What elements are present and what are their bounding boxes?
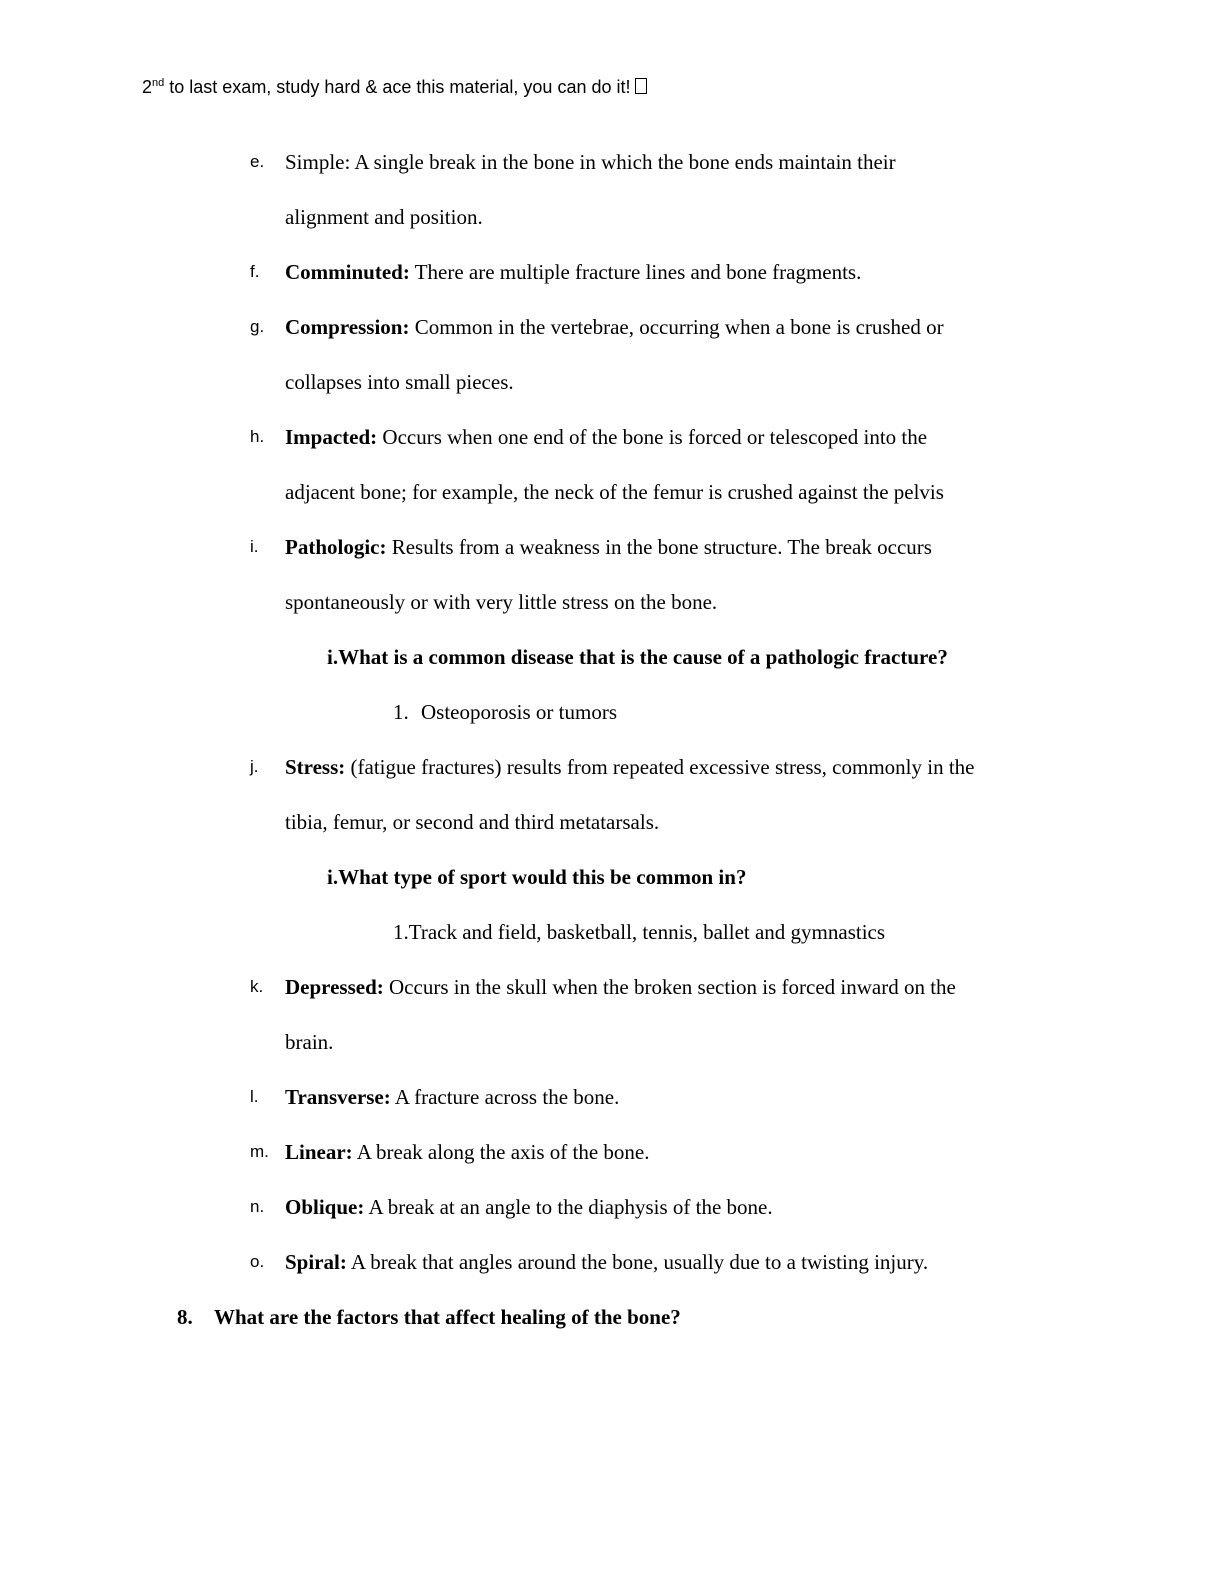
sub-answer-sport: 1.Track and field, basketball, tennis, ballet and gymnastics bbox=[393, 920, 886, 944]
sub-question-sport: i.What type of sport would this be common in? bbox=[327, 865, 747, 889]
item-k-line1 bbox=[285, 973, 956, 1001]
item-marker-o: o. bbox=[250, 1252, 265, 1271]
page-header-note bbox=[142, 75, 647, 99]
header-text-pre: 2 bbox=[142, 77, 153, 97]
sub-answer-pathologic bbox=[393, 698, 617, 726]
item-i-text: Results from a weakness in the bone structure. The break occurs bbox=[386, 535, 932, 559]
item-j-text: (fatigue fractures) results from repeated excessive stress, commonly in the bbox=[345, 755, 975, 779]
item-k-term: Depressed: bbox=[285, 975, 384, 999]
item-l-term: Transverse: bbox=[285, 1085, 391, 1109]
item-n-line1 bbox=[285, 1193, 773, 1221]
item-marker-e: e. bbox=[250, 152, 265, 171]
item-marker-f: f. bbox=[250, 262, 260, 281]
sub-answer-text: Osteoporosis or tumors bbox=[421, 700, 617, 724]
item-marker-g: g. bbox=[250, 317, 265, 336]
item-marker-n: n. bbox=[250, 1197, 265, 1216]
item-f-text: There are multiple fracture lines and bone fragments. bbox=[409, 260, 862, 284]
item-h-line1 bbox=[285, 423, 927, 451]
item-l-line1 bbox=[285, 1083, 619, 1111]
item-j-term: Stress: bbox=[285, 755, 346, 779]
sub-question-pathologic: i.What is a common disease that is the cause of a pathologic fracture? bbox=[327, 645, 948, 669]
item-m-term: Linear: bbox=[285, 1140, 353, 1164]
item-h-line2: adjacent bone; for example, the neck of the femur is crushed against the pelvis bbox=[285, 480, 944, 504]
item-i-line2: spontaneously or with very little stress on the bone. bbox=[285, 590, 718, 614]
item-marker-l: l. bbox=[250, 1087, 259, 1106]
item-marker-m: m. bbox=[250, 1142, 269, 1161]
section-title: What are the factors that affect healing of the bone? bbox=[214, 1305, 681, 1329]
item-k-line2: brain. bbox=[285, 1030, 334, 1054]
section-number: 8. bbox=[177, 1305, 193, 1329]
item-j-line1 bbox=[285, 753, 974, 781]
item-i-line1 bbox=[285, 533, 932, 561]
item-o-term: Spiral: bbox=[285, 1250, 347, 1274]
section-heading-healing bbox=[177, 1303, 681, 1331]
item-g-line1 bbox=[285, 313, 944, 341]
item-f-term: Comminuted: bbox=[285, 260, 410, 284]
item-marker-i: i. bbox=[250, 537, 259, 556]
item-e-line2: alignment and position. bbox=[285, 205, 483, 229]
item-m-text: A break along the axis of the bone. bbox=[352, 1140, 650, 1164]
item-k-text: Occurs in the skull when the broken section is forced inward on the bbox=[383, 975, 956, 999]
item-marker-k: k. bbox=[250, 977, 264, 996]
item-n-term: Oblique: bbox=[285, 1195, 365, 1219]
item-h-term: Impacted: bbox=[285, 425, 378, 449]
item-marker-h: h. bbox=[250, 427, 265, 446]
item-n-text: A break at an angle to the diaphysis of the bone. bbox=[364, 1195, 773, 1219]
item-g-line2: collapses into small pieces. bbox=[285, 370, 514, 394]
sub-answer-number: 1. bbox=[393, 700, 409, 724]
item-o-text: A break that angles around the bone, usually due to a twisting injury. bbox=[346, 1250, 929, 1274]
item-h-text: Occurs when one end of the bone is forced or telescoped into the bbox=[377, 425, 928, 449]
item-f-line1 bbox=[285, 258, 861, 286]
item-g-text: Common in the vertebrae, occurring when a bone is crushed or bbox=[409, 315, 944, 339]
header-text-rest: to last exam, study hard & ace this material, you can do it! bbox=[164, 77, 631, 97]
item-j-line2: tibia, femur, or second and third metatarsals. bbox=[285, 810, 660, 834]
item-i-term: Pathologic: bbox=[285, 535, 387, 559]
item-l-text: A fracture across the bone. bbox=[390, 1085, 620, 1109]
item-e-line1: Simple: A single break in the bone in which the bone ends maintain their bbox=[285, 150, 896, 174]
header-text-sup: nd bbox=[152, 77, 165, 89]
missing-glyph-icon bbox=[635, 78, 647, 94]
item-m-line1 bbox=[285, 1138, 650, 1166]
item-marker-j: j. bbox=[250, 757, 259, 776]
item-g-term: Compression: bbox=[285, 315, 410, 339]
item-o-line1 bbox=[285, 1248, 928, 1276]
